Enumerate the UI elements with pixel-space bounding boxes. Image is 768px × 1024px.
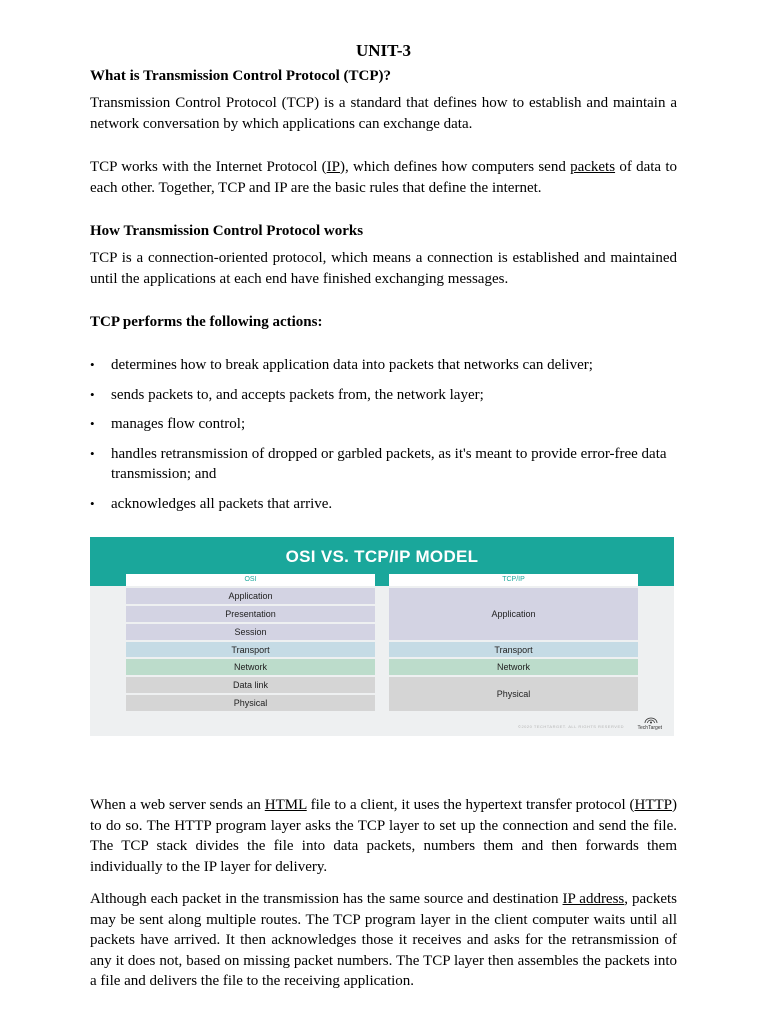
tcpip-layer-network: Network [389, 659, 638, 675]
paragraph-tcp-definition: Transmission Control Protocol (TCP) is a standard that defines how to establish and maintain a network conversation by which applications can exchange data. [90, 95, 677, 132]
text-segment: TCP works with the Internet Protocol ( [90, 159, 327, 175]
tcpip-layer-application: Application [389, 588, 638, 640]
text-segment: ) to do so. The HTTP program layer asks the TCP layer to set up the connection and send the file. The TCP stack divides the file into data packets, numbers them and then forwards them individually to the IP layer for delivery. [90, 797, 677, 875]
page-title: UNIT-3 [355, 41, 412, 60]
text-segment: file to a client, it uses the hypertext transfer protocol ( [306, 797, 635, 813]
list-item: • handles retransmission of dropped or garbled packets, as it's meant to provide error-free data transmission; and [90, 444, 677, 485]
osi-layer-transport: Transport [126, 642, 375, 657]
osi-layer-presentation: Presentation [126, 606, 375, 622]
list-item: • determines how to break application data into packets that networks can deliver; [90, 355, 677, 376]
link-http[interactable]: HTTP [634, 797, 672, 813]
heading-how-tcp-works: How Transmission Control Protocol works [90, 223, 364, 239]
osi-vs-tcpip-diagram [90, 537, 674, 736]
list-item: • sends packets to, and accepts packets from, the network layer; [90, 385, 677, 406]
tcpip-layer-transport: Transport [389, 642, 638, 657]
paragraph-packet-routing [90, 889, 677, 992]
link-ip[interactable]: IP [326, 159, 340, 175]
link-packets[interactable]: packets [570, 159, 616, 175]
text-segment: , packets may be sent along multiple routes. The TCP program layer in the client computer waits until all packets have arrived. It then acknowledges those it receives and asks for the retransmission of any it does not, based on missing packet numbers. The TCP layer then assembles the packets into a file and delivers the file to the receiving application. [90, 891, 677, 989]
document-bottom [90, 795, 677, 992]
link-ip-address[interactable]: IP address [562, 891, 625, 907]
osi-layer-session: Session [126, 624, 375, 640]
tcpip-column-header: TCP/IP [389, 574, 638, 586]
actions-list [90, 355, 677, 514]
osi-layer-physical: Physical [126, 695, 375, 711]
diagram-brand: TechTarget [637, 725, 662, 731]
list-item: • acknowledges all packets that arrive. [90, 494, 677, 515]
link-html[interactable]: HTML [264, 797, 307, 813]
techtarget-logo-icon [644, 717, 658, 724]
paragraph-connection-oriented: TCP is a connection-oriented protocol, which means a connection is established and maintained until the applications at each end have finished exchanging messages. [90, 250, 677, 287]
osi-layer-network: Network [126, 659, 375, 675]
paragraph-http [90, 795, 677, 877]
paragraph-tcp-ip [90, 157, 677, 198]
osi-layer-data-link: Data link [126, 677, 375, 693]
text-segment: ), which defines how computers send [339, 159, 571, 175]
heading-tcp-actions: TCP performs the following actions: [90, 314, 323, 330]
diagram-copyright: ©2020 TECHTARGET. ALL RIGHTS RESERVED [518, 724, 624, 729]
tcpip-layer-physical: Physical [389, 677, 638, 711]
text-segment: Although each packet in the transmission has the same source and destination [90, 891, 563, 907]
heading-what-is-tcp: What is Transmission Control Protocol (TCP)? [90, 68, 391, 84]
text-segment: of data to each other. Together, TCP and IP are the basic rules that define the internet. [90, 159, 677, 196]
diagram-title: OSI VS. TCP/IP MODEL [285, 547, 479, 566]
list-item: • manages flow control; [90, 414, 677, 435]
osi-layer-application: Application [126, 588, 375, 604]
osi-column-header: OSI [126, 574, 375, 586]
document-top [90, 40, 677, 523]
text-segment: When a web server sends an [90, 797, 265, 813]
